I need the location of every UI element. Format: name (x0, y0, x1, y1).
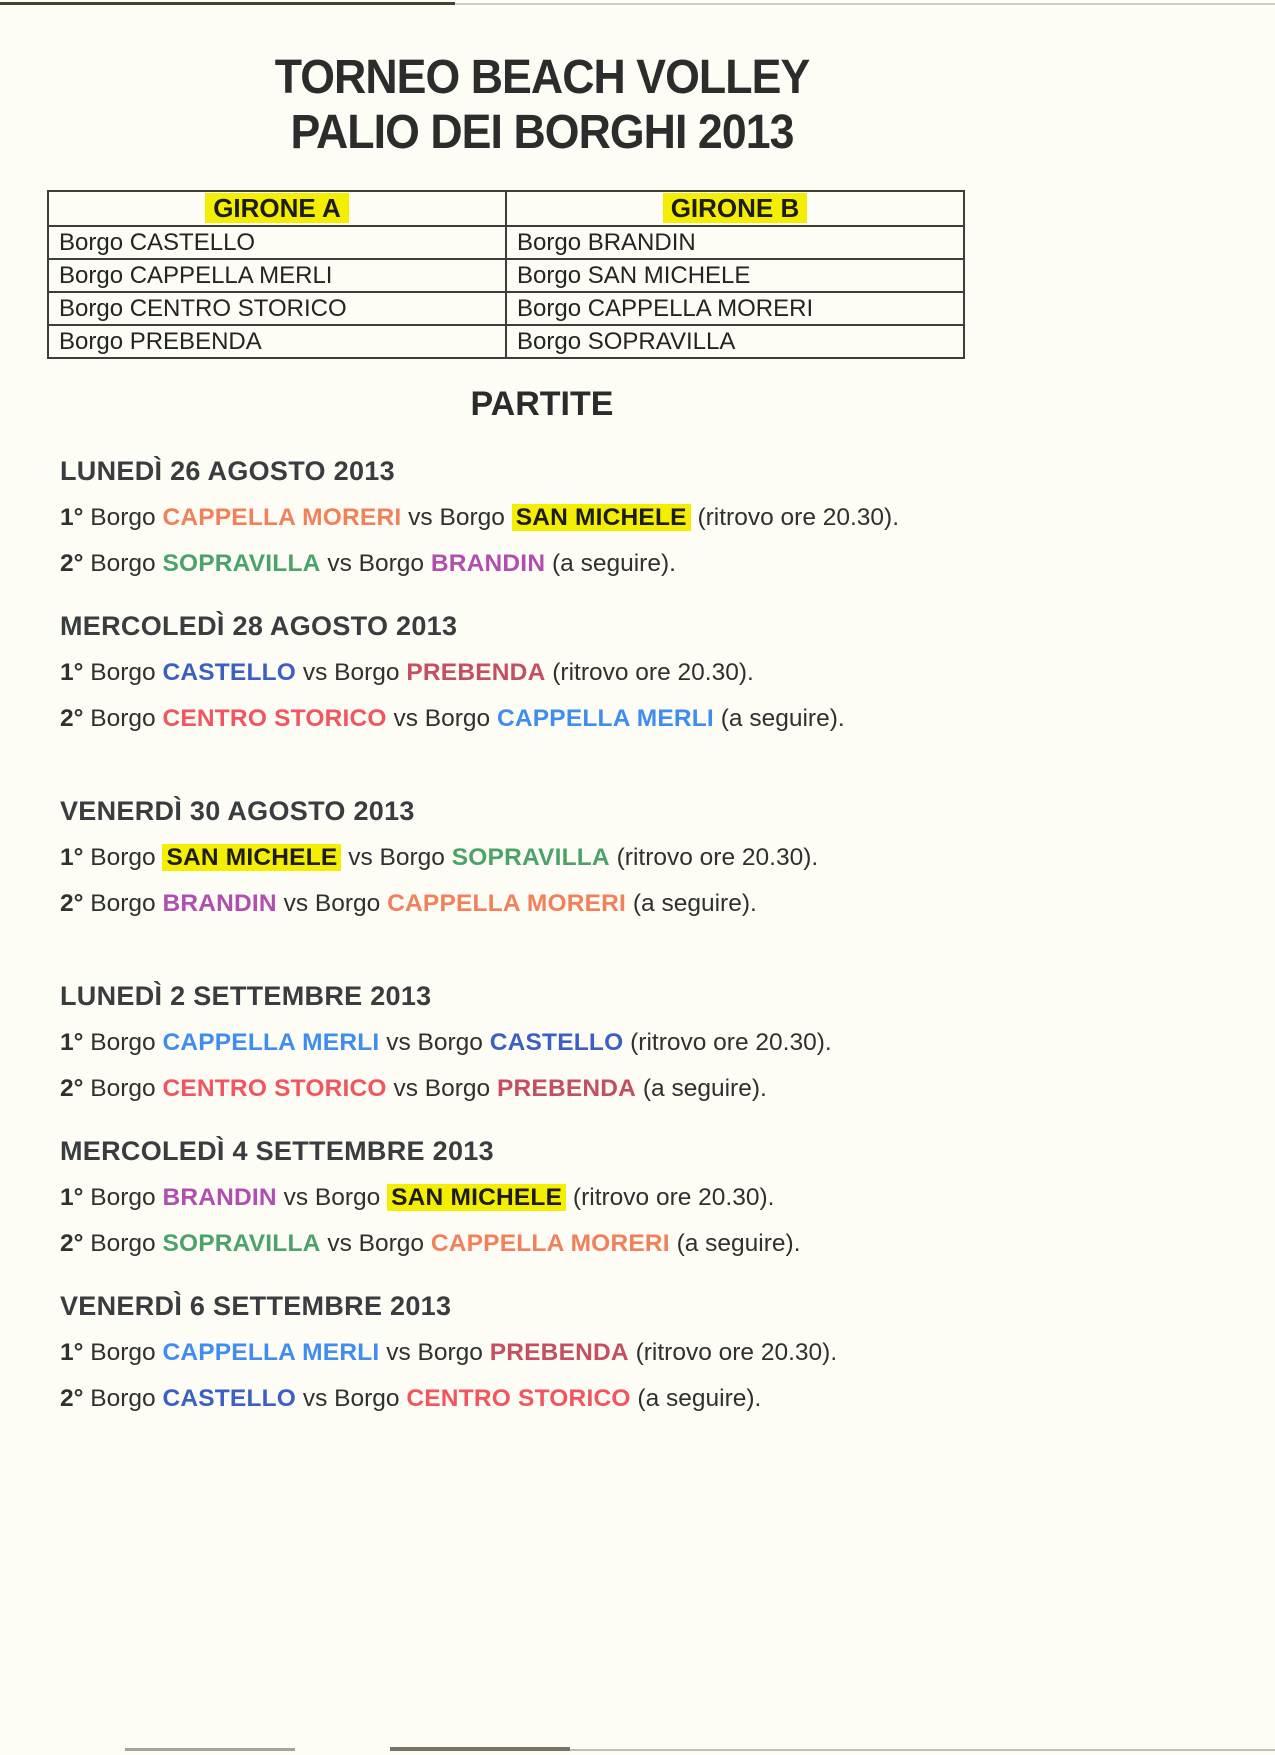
team-name: CENTRO STORICO (162, 1075, 387, 1102)
girone-a-team: Borgo CENTRO STORICO (48, 292, 506, 325)
match-day-section (60, 1291, 1084, 1414)
match-line: 1° Borgo CAPPELLA MERLI vs Borgo CASTELLO (ritrovo ore 20.30). (60, 1029, 832, 1056)
match-number: 2° (60, 550, 84, 577)
page-title-line2: PALIO DEI BORGHI 2013 (290, 106, 794, 159)
team-name: CASTELLO (489, 1029, 624, 1056)
match-line: 1° Borgo CAPPELLA MORERI vs Borgo SAN MICHELE (ritrovo ore 20.30). (60, 504, 900, 531)
match-line: 1° Borgo SAN MICHELE vs Borgo SOPRAVILLA (ritrovo ore 20.30). (60, 844, 819, 871)
match-line: 1° Borgo CAPPELLA MERLI vs Borgo PREBENDA (ritrovo ore 20.30). (60, 1339, 838, 1366)
team-name: BRANDIN (162, 890, 277, 917)
team-name: SOPRAVILLA (451, 844, 610, 871)
match-day-section (60, 796, 1084, 919)
girone-b-team: Borgo SAN MICHELE (506, 259, 964, 292)
groups-table (47, 190, 965, 359)
match-day-date: MERCOLEDÌ 28 AGOSTO 2013 (60, 611, 458, 641)
girone-b-team: Borgo CAPPELLA MORERI (506, 292, 964, 325)
team-name: CASTELLO (162, 659, 297, 686)
team-name: BRANDIN (430, 550, 546, 577)
match-number: 2° (60, 705, 84, 732)
scan-edge-artifact (570, 1749, 1275, 1751)
match-number: 1° (60, 504, 84, 531)
match-day-date: VENERDÌ 30 AGOSTO 2013 (60, 796, 415, 826)
page-title (38, 0, 1046, 160)
team-name: BRANDIN (162, 1184, 277, 1211)
team-name: CAPPELLA MERLI (496, 705, 714, 732)
match-line: 2° Borgo CASTELLO vs Borgo CENTRO STORICO (a seguire). (60, 1385, 762, 1412)
match-day-date: MERCOLEDÌ 4 SETTEMBRE 2013 (60, 1136, 494, 1166)
team-name: PREBENDA (496, 1075, 637, 1102)
match-number: 1° (60, 1339, 84, 1366)
team-name: CENTRO STORICO (162, 705, 387, 732)
match-number: 2° (60, 1075, 84, 1102)
match-day-date: LUNEDÌ 2 SETTEMBRE 2013 (60, 981, 432, 1011)
schedule (60, 456, 1084, 1414)
girone-a-team: Borgo PREBENDA (48, 325, 506, 358)
groups-table-row (48, 325, 964, 358)
team-name: SOPRAVILLA (162, 1230, 321, 1257)
team-name: CAPPELLA MORERI (387, 890, 627, 917)
girone-a-team: Borgo CAPPELLA MERLI (48, 259, 506, 292)
girone-b-team: Borgo SOPRAVILLA (506, 325, 964, 358)
team-name: SAN MICHELE (512, 504, 691, 531)
team-name: SAN MICHELE (387, 1184, 566, 1211)
match-number: 1° (60, 659, 84, 686)
match-day-section (60, 981, 1084, 1104)
match-number: 1° (60, 844, 84, 871)
team-name: CAPPELLA MERLI (162, 1339, 380, 1366)
partite-heading: PARTITE (470, 385, 614, 423)
team-name: CAPPELLA MORERI (430, 1230, 670, 1257)
scan-edge-artifact (125, 1748, 295, 1751)
girone-a-header-cell (48, 191, 506, 226)
match-number: 2° (60, 1230, 84, 1257)
groups-table-row (48, 259, 964, 292)
page-title-line1: TORNEO BEACH VOLLEY (274, 51, 810, 104)
team-name: CAPPELLA MORERI (162, 504, 402, 531)
girone-b-header: GIRONE B (663, 193, 808, 223)
match-number: 1° (60, 1029, 84, 1056)
team-name: CAPPELLA MERLI (162, 1029, 380, 1056)
girone-a-header: GIRONE A (205, 193, 349, 223)
team-name: SAN MICHELE (162, 844, 341, 871)
match-number: 1° (60, 1184, 84, 1211)
groups-table-row (48, 226, 964, 259)
match-number: 2° (60, 1385, 84, 1412)
scan-edge-artifact (390, 1747, 570, 1751)
match-day-section (60, 456, 1084, 579)
match-day-date: VENERDÌ 6 SETTEMBRE 2013 (60, 1291, 452, 1321)
team-name: SOPRAVILLA (162, 550, 321, 577)
match-day-date: LUNEDÌ 26 AGOSTO 2013 (60, 456, 395, 486)
team-name: CENTRO STORICO (406, 1385, 631, 1412)
match-day-section (60, 611, 1084, 734)
team-name: PREBENDA (489, 1339, 629, 1366)
match-line: 2° Borgo SOPRAVILLA vs Borgo CAPPELLA MORERI (a seguire). (60, 1230, 801, 1257)
team-name: PREBENDA (406, 659, 546, 686)
match-line: 1° Borgo BRANDIN vs Borgo SAN MICHELE (ritrovo ore 20.30). (60, 1184, 775, 1211)
match-line: 2° Borgo BRANDIN vs Borgo CAPPELLA MORERI (a seguire). (60, 890, 757, 917)
match-line: 1° Borgo CASTELLO vs Borgo PREBENDA (ritrovo ore 20.30). (60, 659, 754, 686)
team-name: CASTELLO (162, 1385, 297, 1412)
match-line: 2° Borgo CENTRO STORICO vs Borgo CAPPELLA MERLI (a seguire). (60, 705, 845, 732)
groups-table-header-row (48, 191, 964, 226)
match-day-section (60, 1136, 1084, 1259)
match-number: 2° (60, 890, 84, 917)
girone-b-header-cell (506, 191, 964, 226)
match-line: 2° Borgo SOPRAVILLA vs Borgo BRANDIN (a seguire). (60, 550, 676, 577)
girone-a-team: Borgo CASTELLO (48, 226, 506, 259)
girone-b-team: Borgo BRANDIN (506, 226, 964, 259)
groups-table-row (48, 292, 964, 325)
match-line: 2° Borgo CENTRO STORICO vs Borgo PREBENDA (a seguire). (60, 1075, 767, 1102)
